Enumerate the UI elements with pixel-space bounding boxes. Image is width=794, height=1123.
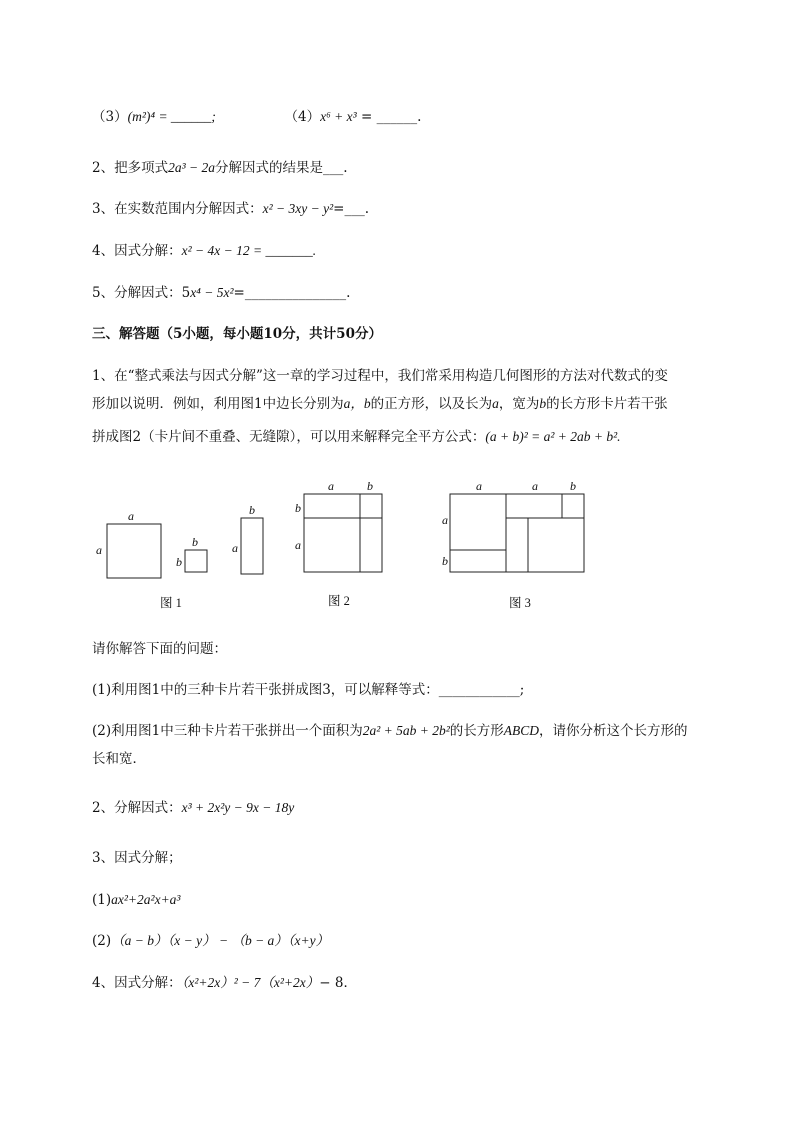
q3f-tail: =___. <box>333 201 369 217</box>
sub-question-1: (1)利用图1中的三种卡片若干张拼成图3，可以解释等式：____________; <box>92 682 525 698</box>
problem-1-line-1: 1、在“整式乘法与因式分解”这一章的学习过程中，我们常采用构造几何图形的方法对代数式的变 <box>92 368 668 384</box>
problem-4-expression: （x²+2x）² − 7（x²+2x） <box>181 975 320 990</box>
problem-3-part-2: (2)（a − b）（x − y） − （b − a）（x+y） <box>92 933 330 949</box>
question-3-4-line <box>92 108 421 126</box>
fig3-label-a2-top: a <box>532 479 538 493</box>
section-3-heading: 三、解答题（5小题，每小题10分，共计50分） <box>92 326 382 342</box>
q3-expression: (m²)⁴ = ______; <box>127 109 216 124</box>
sub-question-2-line-2: 长和宽． <box>92 751 146 767</box>
fig2-label-a-side: a <box>295 538 301 552</box>
q4-number: （4） <box>284 109 321 125</box>
q2-polynomial: 2a³ − 2a <box>168 160 216 175</box>
fig3-outer-rectangle <box>450 494 584 572</box>
fill-question-2 <box>92 159 348 177</box>
problem-3: 3、因式分解； <box>92 850 182 866</box>
fig2-label-b-side: b <box>295 501 301 515</box>
fig2-label-b-top: b <box>367 479 373 493</box>
perfect-square-formula: (a + b)² = a² + 2ab + b². <box>485 429 621 444</box>
q2-tail: 分解因式的结果是___. <box>215 160 348 176</box>
ask-line: 请你解答下面的问题： <box>92 641 227 657</box>
problem-2-expression: x³ + 2x²y − 9x − 18y <box>181 800 295 815</box>
q5-label: 5、分解因式：5 <box>92 285 191 301</box>
figures-area <box>92 470 712 620</box>
sub-question-2-line-1: (2)利用图1中三种卡片若干张拼出一个面积为2a² + 5ab + 2b²的长方形ABCD，请你分析这个长方形的 <box>92 723 688 739</box>
fig1-label-a-side: a <box>96 543 102 557</box>
fig1-square-a <box>107 524 161 578</box>
fig1-label-a-rect: a <box>232 541 238 555</box>
fig1-rectangle-ab <box>241 518 263 574</box>
fig1-label-b-top: b <box>192 535 198 549</box>
fig1-label-a-top: a <box>128 509 134 523</box>
q2-label: 2、把多项式 <box>92 160 169 176</box>
fill-question-5 <box>92 284 350 302</box>
problem-2: 2、分解因式：x³ + 2x²y − 9x − 18y <box>92 800 295 816</box>
fill-question-3 <box>92 200 369 218</box>
q4-expression: x⁶ + x³ <box>320 109 357 124</box>
problem-3-part-1: (1)ax²+2a²x+a³ <box>92 892 181 908</box>
fig1-caption: 图 1 <box>160 596 182 610</box>
q3f-polynomial: x² − 3xy − y² <box>262 201 334 216</box>
problem-3-part-2-expression: （a − b）（x − y） − （b − a）（x+y） <box>111 933 330 948</box>
problem-4: 4、因式分解：（x²+2x）² − 7（x²+2x）− 8． <box>92 975 357 991</box>
q5-polynomial: x⁴ − 5x² <box>190 285 234 300</box>
figures-svg <box>92 470 712 620</box>
fig3-label-a1-top: a <box>476 479 482 493</box>
fig1-square-b <box>185 550 207 572</box>
fig3-label-b-side: b <box>442 554 448 568</box>
fig1-label-b-rect: b <box>249 503 255 517</box>
fig2-label-a-top: a <box>328 479 334 493</box>
fig3-label-b-top: b <box>570 479 576 493</box>
fig3-label-a-side: a <box>442 513 448 527</box>
problem-3-part-1-expression: ax²+2a²x+a³ <box>111 892 181 907</box>
fig3-caption: 图 3 <box>509 596 531 610</box>
problem-1-line-3: 拼成图2（卡片间不重叠、无缝隙），可以用来解释完全平方公式：(a + b)² = a² + 2ab + b². <box>92 429 621 445</box>
q4f-expression: x² − 4x − 12 = _______. <box>181 243 317 258</box>
q4-tail: = ______. <box>356 109 422 125</box>
fig1-label-b-side: b <box>176 555 182 569</box>
q3-number: （3） <box>92 109 128 125</box>
q4f-label: 4、因式分解： <box>92 243 182 259</box>
fig2-outer-square <box>304 494 382 572</box>
q5-tail: =_______________. <box>233 285 351 301</box>
q3f-label: 3、在实数范围内分解因式： <box>92 201 263 217</box>
problem-1-line-2: 形加以说明．例如，利用图1中边长分别为a，b的正方形，以及长为a，宽为b的长方形卡片若干张 <box>92 396 668 412</box>
fig2-caption: 图 2 <box>328 594 350 608</box>
area-expression: 2a² + 5ab + 2b² <box>362 723 450 738</box>
fill-question-4 <box>92 242 316 260</box>
